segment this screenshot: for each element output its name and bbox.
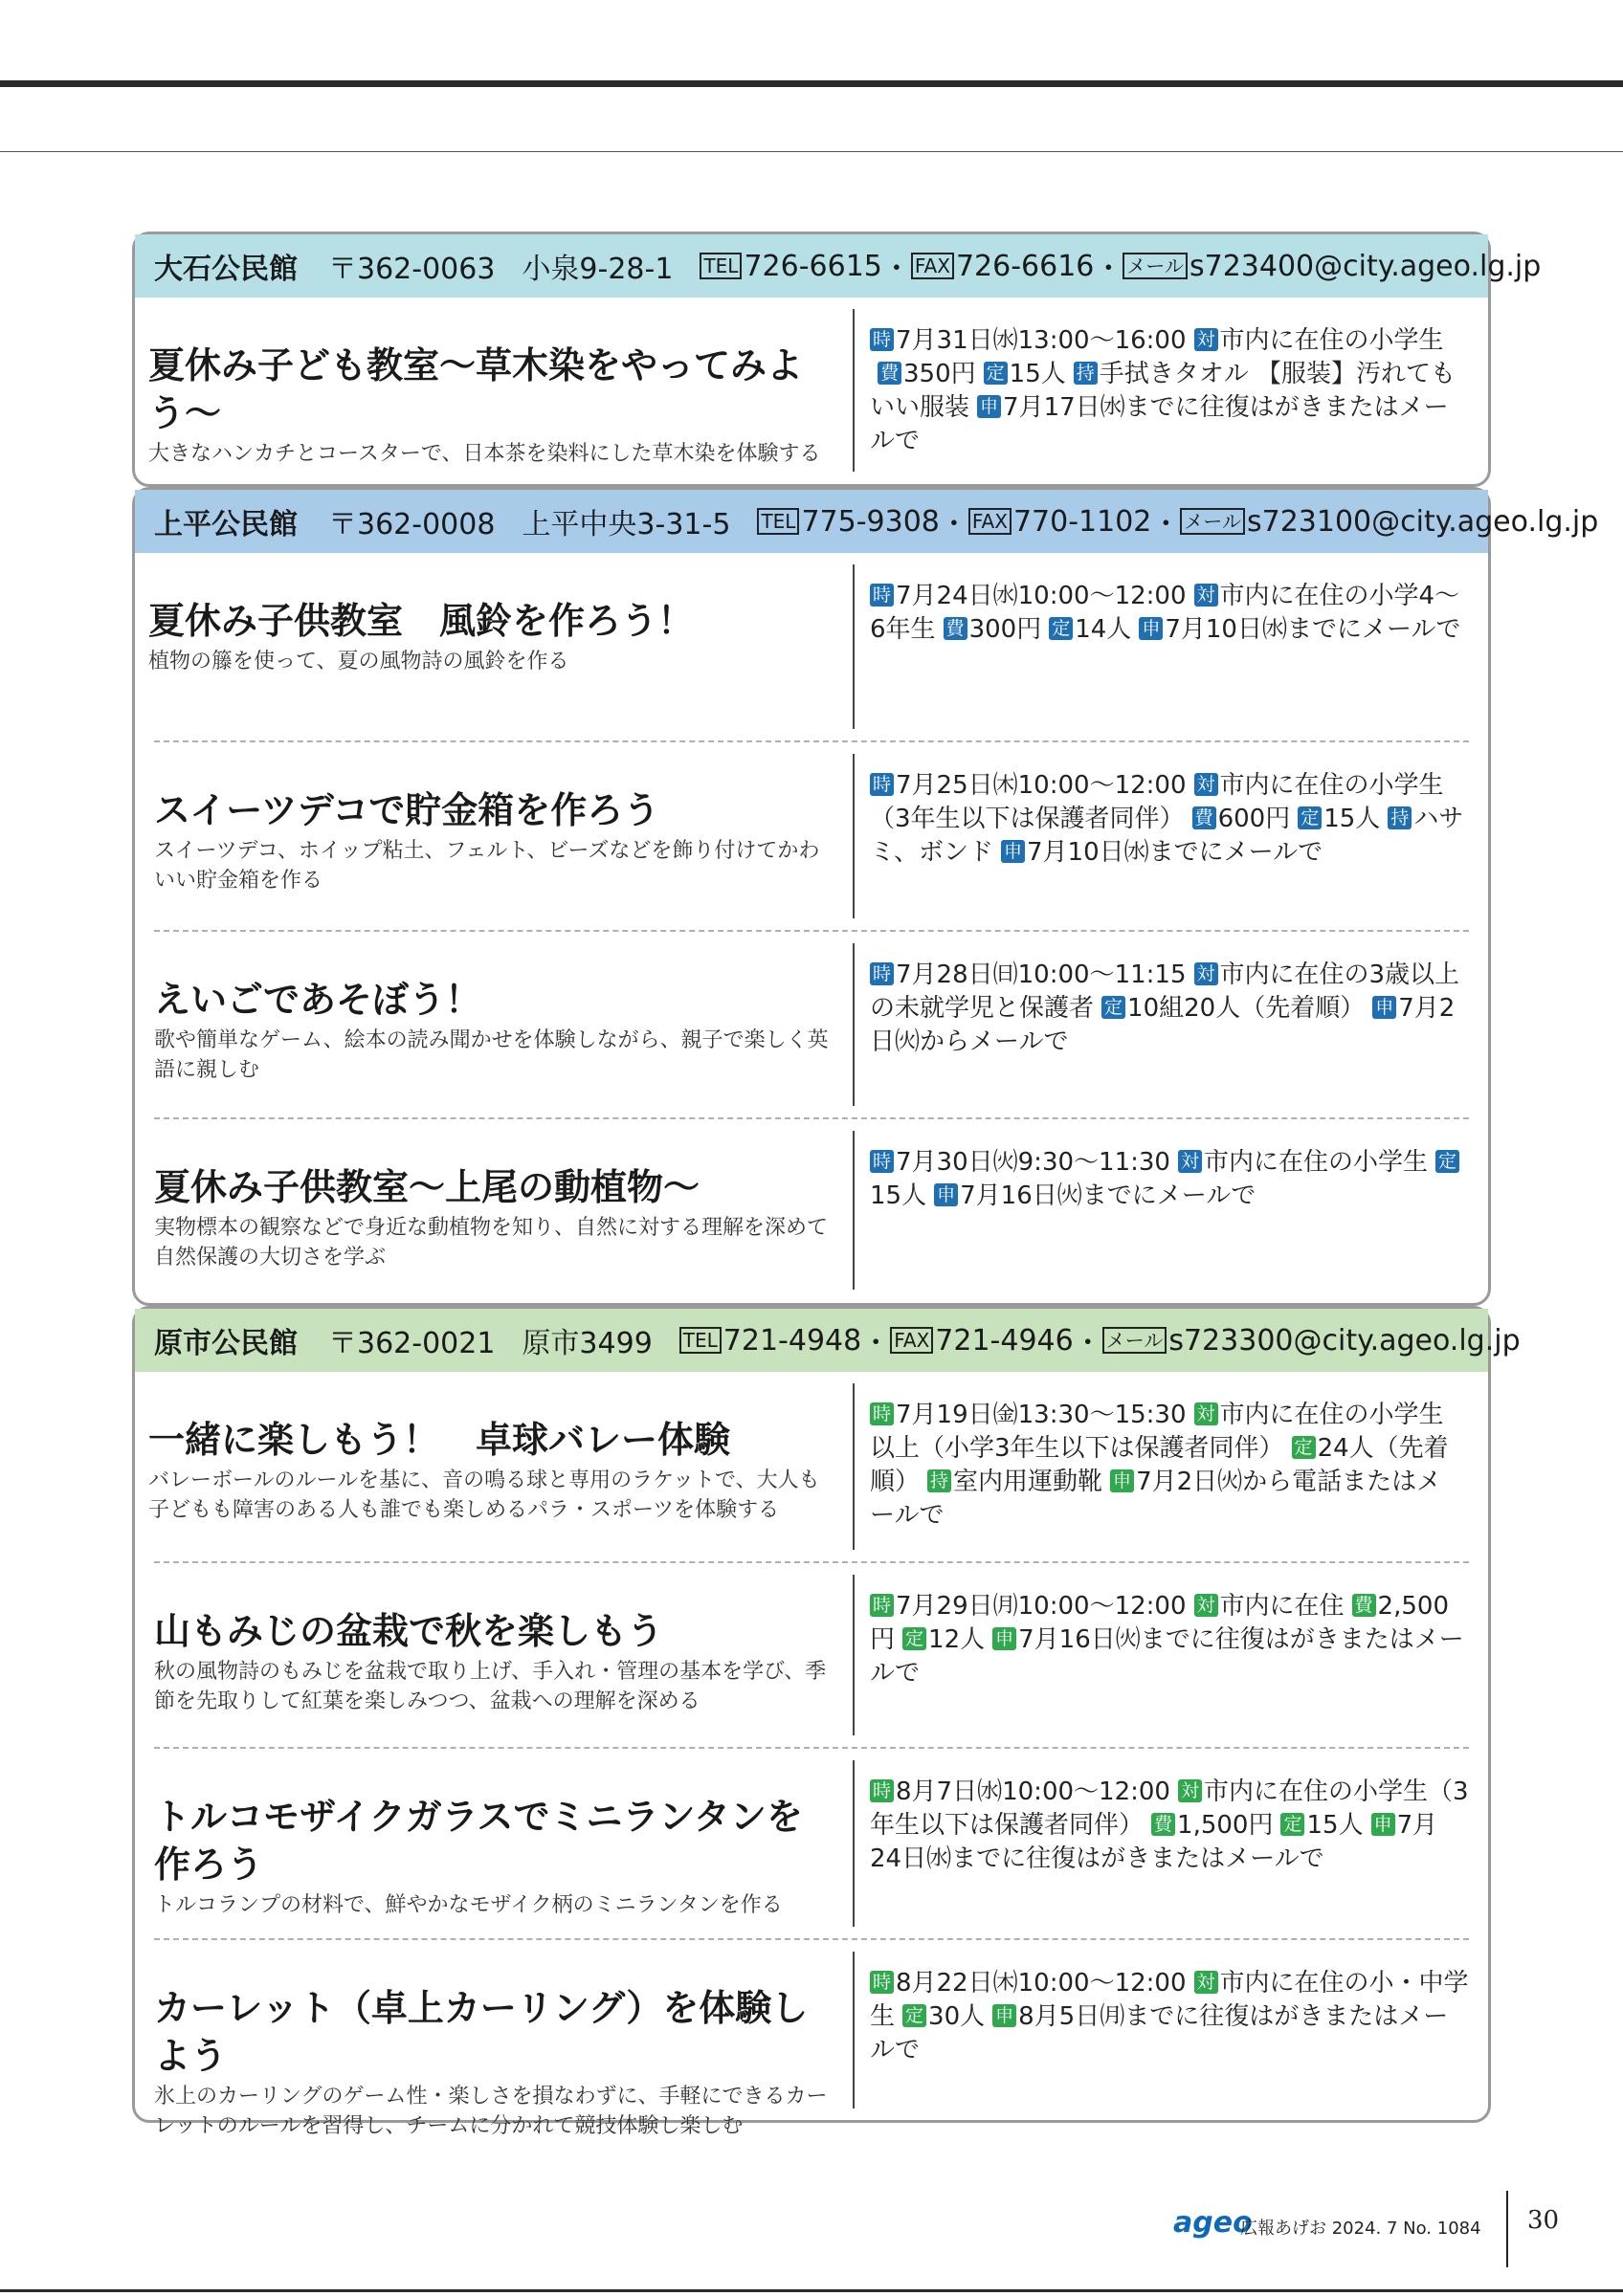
page-number: 30 bbox=[1527, 2206, 1560, 2235]
cap-value: 10組20人（先着順） bbox=[1127, 994, 1366, 1023]
time-icon: 時 bbox=[870, 773, 894, 796]
apply-value: 8月5日㈪までに往復はがきまたはメールで bbox=[870, 2002, 1449, 2064]
apply-value: 7月10日㈬までにメールで bbox=[1165, 615, 1461, 644]
apply-value: 7月16日㈫までに往復はがきまたはメールで bbox=[870, 1625, 1464, 1688]
capacity-icon: 定 bbox=[984, 362, 1008, 385]
apply-value: 7月2日㈫から電話またはメールで bbox=[870, 1468, 1442, 1530]
address: 原市3499 bbox=[522, 1327, 653, 1360]
apply-icon: 申 bbox=[992, 2004, 1016, 2027]
separator: ・ bbox=[861, 1327, 891, 1360]
tel-icon: TEL bbox=[700, 253, 742, 279]
separator: ・ bbox=[1151, 508, 1181, 541]
event-details bbox=[855, 742, 1469, 930]
capacity-icon: 定 bbox=[1280, 1813, 1304, 1836]
apply-icon: 申 bbox=[1110, 1469, 1134, 1492]
footer-divider bbox=[1506, 2191, 1508, 2267]
capacity-icon: 定 bbox=[1101, 996, 1125, 1019]
apply-icon: 申 bbox=[1371, 1813, 1395, 1836]
fee-value: 2,500円 bbox=[870, 1592, 1449, 1654]
event-row bbox=[135, 1372, 1488, 1561]
section-3 bbox=[132, 1306, 1521, 2138]
event-info bbox=[870, 1590, 1469, 1690]
apply-icon: 申 bbox=[992, 1627, 1016, 1650]
fax-icon: FAX bbox=[968, 508, 1012, 535]
target-icon: 対 bbox=[1194, 773, 1218, 796]
separator: ・ bbox=[1094, 253, 1123, 286]
mail-icon: メール bbox=[1180, 508, 1245, 535]
separator: ・ bbox=[1073, 1327, 1102, 1360]
event-row bbox=[154, 1747, 1469, 1938]
apply-icon: 申 bbox=[1372, 996, 1396, 1019]
apply-value: 7月17日㈬までに往復はがきまたはメールで bbox=[870, 393, 1449, 455]
event-info bbox=[870, 769, 1469, 870]
hall-name: 原市公民館 bbox=[154, 1327, 298, 1360]
bottom-rule bbox=[0, 2289, 1623, 2292]
hall-header bbox=[135, 490, 1599, 553]
bring-icon: 持 bbox=[1074, 362, 1098, 385]
time-value: 7月25日㈭10:00～12:00 bbox=[896, 771, 1187, 800]
event-info bbox=[870, 580, 1463, 647]
apply-value: 7月16日㈫までにメールで bbox=[960, 1181, 1256, 1210]
capacity-icon: 定 bbox=[902, 1627, 926, 1650]
cap-value: 15人 bbox=[1306, 1811, 1364, 1840]
time-icon: 時 bbox=[870, 584, 894, 607]
event-description: 大きなハンカチとコースターで、日本茶を染料にした草木染を体験する bbox=[148, 442, 821, 466]
tel-number: 726-6615 bbox=[744, 249, 882, 283]
event-title: 夏休み子ども教室～草木染をやってみよう～ bbox=[148, 344, 804, 434]
fee-icon: 費 bbox=[1151, 1813, 1175, 1836]
time-icon: 時 bbox=[870, 1594, 894, 1617]
time-value: 8月7日㈬10:00～12:00 bbox=[896, 1777, 1170, 1806]
event-title: スイーツデコで貯金箱を作ろう bbox=[154, 789, 660, 831]
time-icon: 時 bbox=[870, 1779, 894, 1802]
event-details bbox=[855, 1372, 1488, 1561]
event-description: 歌や簡単なゲーム、絵本の読み聞かせを体験しながら、親子で楽しく英語に親しむ bbox=[154, 1028, 829, 1082]
cap-value: 15人 bbox=[1323, 805, 1381, 833]
tel-icon: TEL bbox=[757, 508, 799, 535]
mail-icon: メール bbox=[1102, 1327, 1167, 1354]
time-value: 7月31日㈬13:00～16:00 bbox=[896, 326, 1187, 355]
fax-number: 726-6616 bbox=[955, 249, 1095, 283]
hall-header bbox=[135, 234, 1542, 298]
target-icon: 対 bbox=[1194, 1402, 1218, 1425]
target-icon: 対 bbox=[1194, 1971, 1218, 1994]
event-summary bbox=[135, 309, 855, 472]
time-icon: 時 bbox=[870, 328, 894, 351]
event-title: 夏休み子供教室～上尾の動植物～ bbox=[154, 1166, 700, 1208]
target-value: 市内に在住の小学生 bbox=[1219, 326, 1444, 355]
event-details bbox=[855, 1563, 1469, 1747]
event-title: 一緒に楽しもう！ 卓球バレー体験 bbox=[148, 1419, 731, 1461]
event-description: 実物標本の観察などで身近な動植物を知り、自然に対する理解を深めて自然保護の大切さを学ぶ bbox=[154, 1216, 829, 1269]
target-icon: 対 bbox=[1194, 328, 1218, 351]
fee-icon: 費 bbox=[1352, 1594, 1376, 1617]
event-description: 植物の籐を使って、夏の風物詩の風鈴を作る bbox=[148, 650, 569, 673]
event-summary bbox=[154, 754, 855, 918]
target-icon: 対 bbox=[1178, 1150, 1202, 1173]
time-icon: 時 bbox=[870, 962, 894, 985]
event-description: 氷上のカーリングのゲーム性・楽しさを損なわずに、手軽にできるカーレットのルールを習得し、チームに分かれて競技体験し楽しむ bbox=[154, 2085, 828, 2138]
time-value: 7月24日㈬10:00～12:00 bbox=[896, 582, 1187, 610]
event-title: 山もみじの盆栽で秋を楽しもう bbox=[154, 1610, 664, 1652]
bring-icon: 持 bbox=[927, 1469, 951, 1492]
address: 上平中央3-31-5 bbox=[522, 508, 731, 541]
fax-number: 721-4946 bbox=[935, 1323, 1074, 1358]
event-description: バレーボールのルールを基に、音の鳴る球と専用のラケットで、大人も子どもも障害のある人も誰でも楽しめるパラ・スポーツを体験する bbox=[148, 1468, 820, 1522]
time-value: 7月29日㈪10:00～12:00 bbox=[896, 1592, 1187, 1621]
target-icon: 対 bbox=[1194, 584, 1218, 607]
event-summary bbox=[135, 1383, 855, 1550]
cap-value: 12人 bbox=[928, 1625, 986, 1654]
target-value: 市内に在住の小学生（3年生以下は保護者同伴） bbox=[870, 771, 1444, 833]
bring-value: 手拭きタオル 【服装】汚れてもいい服装 bbox=[870, 360, 1456, 422]
capacity-icon: 定 bbox=[1435, 1150, 1459, 1173]
event-description: トルコランプの材料で、鮮やかなモザイク柄のミニランタンを作る bbox=[154, 1893, 783, 1917]
event-details bbox=[855, 553, 1488, 740]
separator: ・ bbox=[939, 508, 968, 541]
event-title: 夏休み子供教室 風鈴を作ろう！ bbox=[148, 600, 695, 642]
hall-header bbox=[135, 1309, 1521, 1372]
event-row bbox=[154, 1561, 1469, 1747]
event-title: トルコモザイクガラスでミニランタンを作ろう bbox=[154, 1796, 803, 1886]
event-row bbox=[154, 1938, 1469, 2138]
cap-value: 15人 bbox=[870, 1181, 927, 1210]
bring-icon: 持 bbox=[1388, 806, 1412, 829]
postal-code: 〒362-0063 bbox=[328, 253, 496, 286]
fee-icon: 費 bbox=[944, 617, 967, 640]
apply-icon: 申 bbox=[1139, 617, 1163, 640]
hall-name: 大石公民館 bbox=[154, 253, 298, 286]
event-details bbox=[855, 1940, 1469, 2120]
target-value: 市内に在住の小学4～6年生 bbox=[870, 582, 1460, 644]
event-info bbox=[870, 1399, 1463, 1533]
fee-value: 1,500円 bbox=[1177, 1811, 1274, 1840]
mail-address[interactable]: s723400@city.ageo.lg.jp bbox=[1189, 249, 1542, 283]
apply-icon: 申 bbox=[1001, 840, 1025, 863]
section-1 bbox=[132, 232, 1542, 487]
event-info bbox=[870, 1967, 1469, 2067]
fee-icon: 費 bbox=[1192, 806, 1216, 829]
time-value: 7月28日㈰10:00～11:15 bbox=[896, 960, 1187, 989]
top-thin-rule bbox=[0, 151, 1623, 152]
tel-icon: TEL bbox=[679, 1327, 722, 1354]
event-info bbox=[870, 1146, 1469, 1213]
event-details bbox=[855, 298, 1488, 483]
cap-value: 15人 bbox=[1009, 360, 1066, 388]
event-summary bbox=[154, 1575, 855, 1735]
separator: ・ bbox=[881, 253, 911, 286]
fee-value: 350円 bbox=[903, 360, 976, 388]
bring-value: ハサミ、ボンド bbox=[870, 805, 1464, 867]
apply-value: 7月10日㈬までにメールで bbox=[1026, 838, 1323, 867]
target-value: 市内に在住の3歳以上の未就学児と保護者 bbox=[870, 960, 1460, 1023]
event-info bbox=[870, 959, 1469, 1059]
tel-number: 775-9308 bbox=[801, 504, 940, 539]
cap-value: 24人（先着順） bbox=[870, 1434, 1449, 1496]
event-title: カーレット（卓上カーリング）を体験しよう bbox=[154, 1987, 809, 2077]
event-summary bbox=[154, 943, 855, 1106]
time-value: 8月22日㈭10:00～12:00 bbox=[896, 1969, 1187, 1998]
bring-value: 室内用運動靴 bbox=[953, 1468, 1103, 1496]
hall-name: 上平公民館 bbox=[154, 508, 298, 541]
event-row bbox=[154, 930, 1469, 1117]
capacity-icon: 定 bbox=[1049, 617, 1073, 640]
event-row bbox=[154, 1117, 1469, 1301]
time-icon: 時 bbox=[870, 1150, 894, 1173]
fee-value: 300円 bbox=[968, 615, 1042, 644]
footer-logo: ageo bbox=[1173, 2206, 1253, 2240]
event-summary bbox=[154, 1952, 855, 2138]
postal-code: 〒362-0021 bbox=[328, 1327, 496, 1360]
target-icon: 対 bbox=[1194, 1594, 1218, 1617]
mail-icon: メール bbox=[1123, 253, 1188, 279]
event-description: スイーツデコ、ホイップ粘土、フェルト、ビーズなどを飾り付けてかわいい貯金箱を作る bbox=[154, 839, 820, 893]
target-value: 市内に在住の小学生以上（小学3年生以下は保護者同伴） bbox=[870, 1401, 1444, 1463]
apply-icon: 申 bbox=[977, 395, 1001, 418]
time-value: 7月19日㈮13:30～15:30 bbox=[896, 1401, 1187, 1429]
address: 小泉9-28-1 bbox=[522, 253, 674, 286]
apply-icon: 申 bbox=[934, 1183, 958, 1206]
target-icon: 対 bbox=[1194, 962, 1218, 985]
postal-code: 〒362-0008 bbox=[328, 508, 496, 541]
event-description: 秋の風物詩のもみじを盆栽で取り上げ、手入れ・管理の基本を学び、季節を先取りして紅葉を楽しみつつ、盆栽への理解を深める bbox=[154, 1660, 827, 1713]
mail-address[interactable]: s723300@city.ageo.lg.jp bbox=[1168, 1323, 1521, 1358]
time-icon: 時 bbox=[870, 1971, 894, 1994]
target-icon: 対 bbox=[1178, 1779, 1202, 1802]
footer-publication: 広報あげお 2024. 7 No. 1084 bbox=[1240, 2219, 1481, 2239]
event-summary bbox=[154, 1760, 855, 1927]
event-info bbox=[870, 1776, 1469, 1876]
event-summary bbox=[154, 1131, 855, 1290]
capacity-icon: 定 bbox=[902, 2004, 926, 2027]
time-icon: 時 bbox=[870, 1402, 894, 1425]
event-details bbox=[855, 932, 1469, 1117]
mail-address[interactable]: s723100@city.ageo.lg.jp bbox=[1246, 504, 1599, 539]
cap-value: 14人 bbox=[1075, 615, 1132, 644]
fee-value: 600円 bbox=[1217, 805, 1291, 833]
fax-icon: FAX bbox=[890, 1327, 933, 1354]
event-row bbox=[135, 298, 1488, 483]
cap-value: 30人 bbox=[928, 2002, 986, 2031]
capacity-icon: 定 bbox=[1292, 1436, 1316, 1459]
event-row bbox=[135, 553, 1488, 740]
section-2 bbox=[132, 487, 1599, 1306]
apply-value: 7月24日㈬までに往復はがきまたはメールで bbox=[870, 1811, 1438, 1873]
time-value: 7月30日㈫9:30～11:30 bbox=[896, 1148, 1170, 1177]
target-value: 市内に在住 bbox=[1219, 1592, 1345, 1621]
event-details bbox=[855, 1119, 1469, 1301]
target-value: 市内に在住の小学生（3年生以下は保護者同伴） bbox=[870, 1777, 1469, 1840]
event-title: えいごであそぼう！ bbox=[154, 979, 482, 1021]
target-value: 市内に在住の小学生 bbox=[1203, 1148, 1428, 1177]
event-summary bbox=[135, 564, 855, 729]
top-rule bbox=[0, 80, 1623, 87]
target-value: 市内に在住の小・中学生 bbox=[870, 1969, 1469, 2031]
event-details bbox=[855, 1749, 1469, 1938]
event-info bbox=[870, 324, 1463, 458]
event-row bbox=[154, 740, 1469, 930]
fax-number: 770-1102 bbox=[1012, 504, 1152, 539]
apply-value: 7月2日㈫からメールで bbox=[870, 994, 1456, 1056]
fax-icon: FAX bbox=[911, 253, 954, 279]
tel-number: 721-4948 bbox=[723, 1323, 862, 1358]
capacity-icon: 定 bbox=[1298, 806, 1322, 829]
fee-icon: 費 bbox=[878, 362, 901, 385]
